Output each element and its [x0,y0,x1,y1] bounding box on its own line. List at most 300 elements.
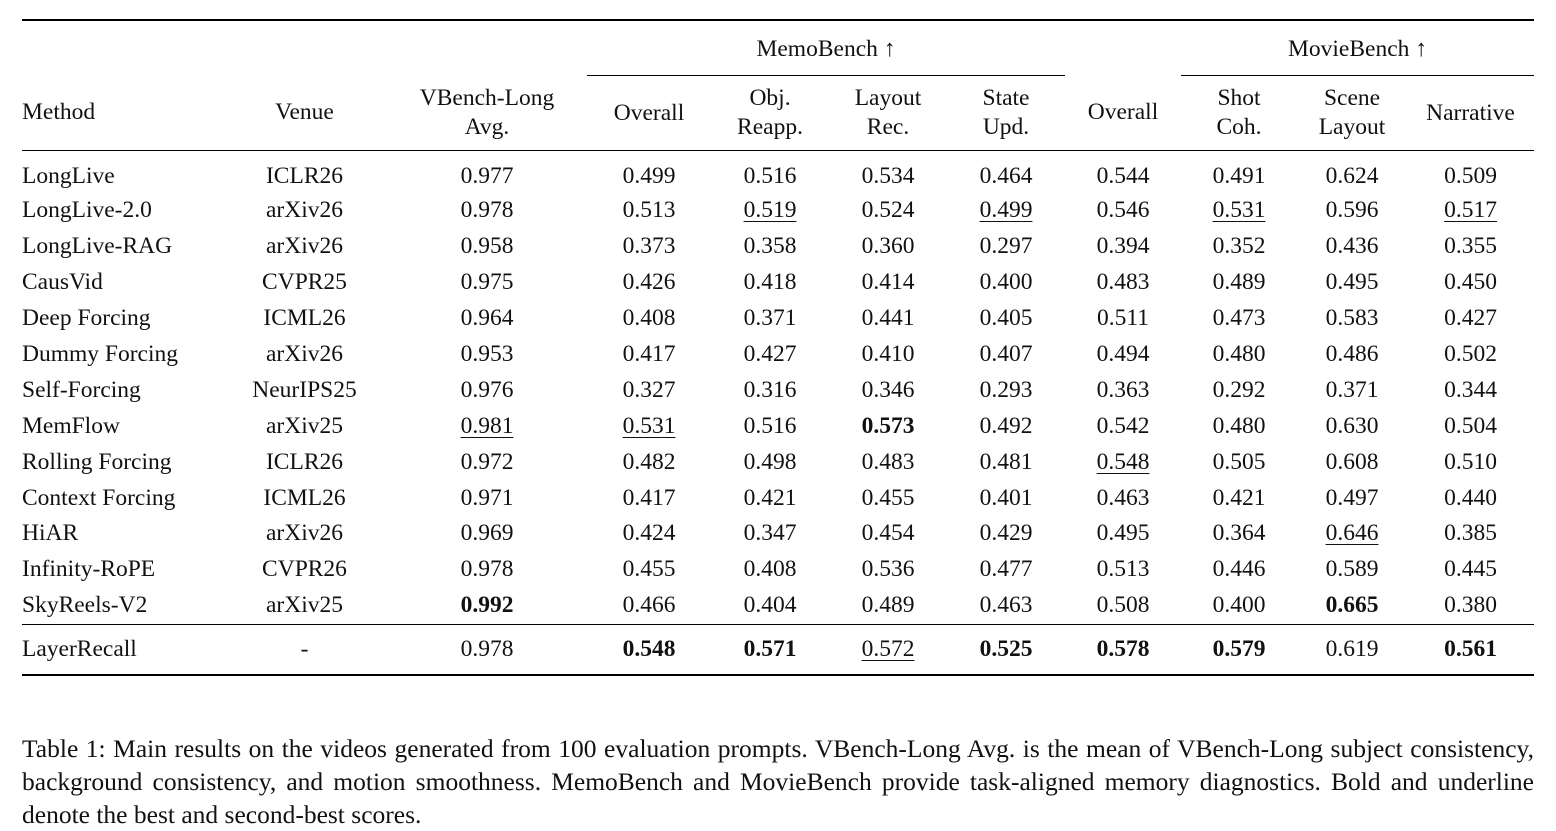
score-cell [1181,624,1297,675]
moviebench-group-header: MovieBench ↑ [1181,21,1534,76]
score-value: 0.510 [1444,448,1497,475]
score-value: 0.441 [861,305,915,332]
score-value: 0.480 [1212,341,1266,367]
score-value: 0.589 [1325,556,1379,583]
score-cell [1065,301,1181,337]
score-cell [1407,588,1534,624]
column-header-row [22,76,1534,151]
score-value: 0.463 [1096,484,1150,511]
score-value: 0.665 [1325,592,1379,619]
score-value: 0.455 [861,484,915,511]
score-cell [829,337,947,373]
proposed-method-row [22,624,1534,675]
score-value: 0.505 [1212,448,1266,475]
col-header-layout-rec: Layout Rec. [829,76,947,151]
score-cell [1181,444,1297,480]
score-value: 0.483 [861,448,915,475]
score-cell [947,516,1065,552]
score-cell [1065,516,1181,552]
score-cell [1065,552,1181,588]
score-value: 0.548 [622,635,676,662]
score-cell [1407,193,1534,229]
score-value: 0.480 [1212,412,1266,439]
score-value: 0.421 [743,484,797,511]
results-table [22,19,1534,676]
score-value: 0.347 [743,520,797,547]
score-cell [711,151,829,194]
score-value: 0.579 [1212,635,1266,662]
method-cell: Infinity-RoPE [22,556,156,583]
score-cell [947,151,1065,194]
score-value: 0.426 [622,269,676,296]
score-cell [1407,444,1534,480]
score-cell [587,516,711,552]
score-cell [829,480,947,516]
score-cell [1181,265,1297,301]
col-header-narrative: Narrative [1407,76,1534,151]
score-cell [387,480,587,516]
method-cell: HiAR [22,520,79,547]
venue-cell: arXiv26 [265,197,343,224]
score-value: 0.978 [460,556,514,583]
score-cell [1065,624,1181,675]
score-value: 0.498 [743,448,797,475]
score-value: 0.427 [743,341,797,367]
score-value: 0.394 [1096,233,1150,260]
score-cell [1181,337,1297,373]
score-cell [1065,588,1181,624]
venue-cell: arXiv26 [265,233,343,260]
score-value: 0.297 [979,233,1033,260]
score-value: 0.608 [1325,448,1379,475]
venue-cell: arXiv26 [265,341,343,367]
score-value: 0.524 [861,197,915,224]
score-cell [1407,408,1534,444]
score-value: 0.436 [1325,233,1379,260]
score-cell [1181,552,1297,588]
score-cell [1065,372,1181,408]
method-cell: CausVid [22,269,103,296]
table-row [22,444,1534,480]
table-row [22,516,1534,552]
score-value: 0.630 [1325,412,1379,439]
table-row [22,337,1534,373]
venue-cell: ICML26 [263,305,346,332]
score-value: 0.400 [1212,592,1266,619]
score-value: 0.502 [1444,341,1497,367]
venue-cell: ICLR26 [265,448,344,475]
score-cell [829,624,947,675]
table-row [22,588,1534,624]
method-cell: Dummy Forcing [22,341,179,367]
score-value: 0.352 [1212,233,1266,260]
score-value: 0.481 [979,448,1033,475]
score-value: 0.489 [1212,269,1266,296]
score-cell [1407,516,1534,552]
score-cell [829,408,947,444]
score-cell [587,337,711,373]
score-value: 0.619 [1325,635,1379,662]
score-value: 0.509 [1444,162,1497,189]
score-cell [587,552,711,588]
score-cell [1407,552,1534,588]
score-value: 0.417 [622,341,676,367]
score-value: 0.571 [743,635,797,662]
score-cell [947,229,1065,265]
method-cell: LayerRecall [22,624,222,675]
score-cell [829,516,947,552]
score-value: 0.446 [1212,556,1266,583]
score-value: 0.360 [861,233,915,260]
score-cell [711,552,829,588]
score-cell [387,516,587,552]
score-value: 0.385 [1444,520,1497,547]
score-value: 0.371 [1325,376,1379,403]
score-value: 0.371 [743,305,797,332]
score-value: 0.531 [1212,197,1266,224]
score-cell [829,193,947,229]
score-cell [587,265,711,301]
score-value: 0.499 [622,162,676,189]
table-row [22,301,1534,337]
score-cell [1181,193,1297,229]
score-value: 0.624 [1325,162,1379,189]
score-value: 0.981 [460,412,514,439]
score-value: 0.511 [1096,305,1149,332]
method-cell: MemFlow [22,412,120,439]
score-value: 0.450 [1444,269,1497,296]
score-cell [587,444,711,480]
score-value: 0.293 [979,376,1033,403]
score-cell [947,480,1065,516]
score-cell [711,265,829,301]
score-cell [711,301,829,337]
score-value: 0.482 [622,448,676,475]
score-cell [711,337,829,373]
score-cell [1407,337,1534,373]
score-cell [947,408,1065,444]
score-value: 0.363 [1096,376,1150,403]
score-cell [1181,372,1297,408]
score-cell [1065,151,1181,194]
score-cell [711,372,829,408]
score-cell [1065,337,1181,373]
score-cell [1181,480,1297,516]
score-cell [829,588,947,624]
score-cell [1297,588,1407,624]
score-value: 0.992 [460,592,514,619]
score-value: 0.491 [1212,162,1266,189]
score-value: 0.408 [622,305,676,332]
score-value: 0.544 [1096,162,1150,189]
score-value: 0.495 [1096,520,1150,547]
score-cell [711,480,829,516]
score-value: 0.417 [622,484,676,511]
group-header-row [22,21,1534,76]
score-cell [947,193,1065,229]
score-value: 0.292 [1212,376,1266,403]
score-cell [587,229,711,265]
score-value: 0.494 [1096,341,1150,367]
score-value: 0.975 [460,269,514,296]
score-value: 0.355 [1444,233,1497,260]
score-value: 0.977 [460,162,514,189]
score-cell [387,301,587,337]
score-value: 0.346 [861,376,915,403]
method-cell: SkyReels-V2 [22,592,148,619]
score-value: 0.548 [1096,448,1150,475]
method-cell: Context Forcing [22,484,176,511]
score-cell [587,480,711,516]
score-cell [387,552,587,588]
score-value: 0.572 [861,635,915,662]
col-header-memo-overall: Overall [587,76,711,151]
score-cell [1407,229,1534,265]
score-value: 0.380 [1444,592,1497,619]
score-value: 0.978 [460,635,514,662]
score-cell [587,301,711,337]
score-cell [1181,229,1297,265]
score-cell [1297,516,1407,552]
score-cell [1065,265,1181,301]
score-cell [947,552,1065,588]
score-value: 0.976 [460,376,514,403]
score-value: 0.489 [861,592,915,619]
score-cell [947,444,1065,480]
venue-cell: ICLR26 [265,162,344,189]
score-value: 0.536 [861,556,915,583]
score-cell [1065,193,1181,229]
score-cell [587,624,711,675]
score-value: 0.408 [743,556,797,583]
score-cell [1297,408,1407,444]
score-cell [1297,480,1407,516]
score-cell [1407,151,1534,194]
score-cell [387,151,587,194]
score-value: 0.421 [1212,484,1266,511]
score-cell [1065,444,1181,480]
score-value: 0.546 [1096,197,1150,224]
score-cell [1065,229,1181,265]
method-cell: LongLive-2.0 [22,197,152,224]
score-cell [947,624,1065,675]
score-cell [587,588,711,624]
score-value: 0.578 [1096,635,1150,662]
venue-cell: - [222,624,387,675]
score-value: 0.534 [861,162,915,189]
score-value: 0.463 [979,592,1033,619]
score-cell [1297,265,1407,301]
score-cell [1297,229,1407,265]
score-cell [1297,624,1407,675]
col-header-obj-reapp: Obj. Reapp. [711,76,829,151]
venue-cell: CVPR26 [262,556,347,583]
score-cell [1297,337,1407,373]
score-cell [1065,408,1181,444]
score-cell [387,372,587,408]
score-value: 0.971 [460,484,514,511]
score-cell [947,372,1065,408]
score-cell [1181,301,1297,337]
col-header-shot-coh: Shot Coh. [1181,76,1297,151]
col-header-venue: Venue [222,76,387,151]
score-value: 0.513 [1096,556,1150,583]
method-cell: LongLive-RAG [22,233,173,260]
score-cell [1297,301,1407,337]
score-cell [711,516,829,552]
score-value: 0.414 [861,269,915,296]
score-cell [1181,151,1297,194]
score-value: 0.410 [861,341,915,367]
score-value: 0.516 [743,162,797,189]
score-cell [947,337,1065,373]
score-value: 0.596 [1325,197,1379,224]
score-cell [387,265,587,301]
score-cell [711,588,829,624]
score-cell [387,444,587,480]
score-value: 0.483 [1096,269,1150,296]
score-cell [387,408,587,444]
score-cell [829,372,947,408]
venue-cell: ICML26 [263,484,346,511]
score-cell [829,301,947,337]
score-cell [829,229,947,265]
score-value: 0.516 [743,412,797,439]
table-row [22,372,1534,408]
score-value: 0.424 [622,520,676,547]
score-value: 0.497 [1325,484,1379,511]
score-cell [587,408,711,444]
venue-cell: CVPR25 [262,269,347,296]
score-value: 0.646 [1325,520,1379,547]
score-value: 0.525 [979,635,1033,662]
score-value: 0.573 [861,412,915,439]
score-value: 0.454 [861,520,915,547]
score-cell [387,229,587,265]
score-cell [1181,516,1297,552]
score-cell [387,624,587,675]
score-cell [711,444,829,480]
score-cell [711,408,829,444]
score-cell [711,193,829,229]
memobench-group-header: MemoBench ↑ [587,21,1065,76]
score-cell [947,301,1065,337]
score-value: 0.455 [622,556,676,583]
score-cell [1297,193,1407,229]
score-cell [387,337,587,373]
score-value: 0.404 [743,592,797,619]
score-value: 0.953 [460,341,514,367]
score-cell [947,265,1065,301]
method-cell: Deep Forcing [22,305,151,332]
score-value: 0.429 [979,520,1033,547]
score-cell [1065,480,1181,516]
score-value: 0.464 [979,162,1033,189]
score-value: 0.344 [1444,376,1497,403]
score-value: 0.373 [622,233,676,260]
score-value: 0.531 [622,412,676,439]
score-cell [1297,372,1407,408]
score-cell [947,588,1065,624]
table-body [22,151,1534,675]
score-cell [387,588,587,624]
score-value: 0.358 [743,233,797,260]
score-cell [829,444,947,480]
table-caption: Table 1: Main results on the videos generated from 100 evaluation prompts. VBench-Long Avg. is the mean of VBench-Long subject consistency, background consistency, and motion smoothness. MemoBench and MovieBench provide task-aligned memory diagnostics. Bold and underline denote the best and second-best scores. [22,733,1534,829]
score-value: 0.400 [979,269,1033,296]
score-value: 0.972 [460,448,514,475]
score-value: 0.504 [1444,412,1497,439]
col-header-movie-overall: Overall [1065,76,1181,151]
score-cell [829,265,947,301]
col-header-state-upd: State Upd. [947,76,1065,151]
score-cell [1181,408,1297,444]
table-row [22,193,1534,229]
score-value: 0.519 [743,197,797,224]
score-value: 0.473 [1212,305,1266,332]
venue-cell: arXiv25 [265,412,343,439]
table-row [22,265,1534,301]
score-cell [1407,372,1534,408]
score-cell [387,193,587,229]
table-row [22,151,1534,194]
score-value: 0.495 [1325,269,1379,296]
score-cell [829,552,947,588]
score-value: 0.316 [743,376,797,403]
venue-cell: arXiv26 [265,520,343,547]
score-cell [1407,480,1534,516]
score-value: 0.964 [460,305,514,332]
venue-cell: NeurIPS25 [252,376,357,403]
score-cell [711,229,829,265]
table-row [22,229,1534,265]
score-value: 0.969 [460,520,514,547]
score-value: 0.978 [460,197,514,224]
score-value: 0.958 [460,233,514,260]
score-cell [587,372,711,408]
score-value: 0.508 [1096,592,1150,619]
score-value: 0.477 [979,556,1033,583]
score-cell [1407,265,1534,301]
score-cell [587,193,711,229]
method-cell: Rolling Forcing [22,448,172,475]
score-cell [1297,552,1407,588]
score-value: 0.486 [1325,341,1379,367]
venue-cell: arXiv25 [265,592,343,619]
score-value: 0.561 [1444,635,1497,662]
score-value: 0.364 [1212,520,1266,547]
table-row [22,552,1534,588]
method-cell: Self-Forcing [22,376,141,403]
score-value: 0.583 [1325,305,1379,332]
score-value: 0.327 [622,376,676,403]
score-cell [829,151,947,194]
col-header-method: Method [22,76,222,151]
score-value: 0.542 [1096,412,1150,439]
score-value: 0.440 [1444,484,1497,511]
col-header-vbench: VBench-Long Avg. [387,76,587,151]
score-cell [587,151,711,194]
col-header-scene-layout: Scene Layout [1297,76,1407,151]
table-row [22,408,1534,444]
score-value: 0.499 [979,197,1033,224]
score-cell [1297,151,1407,194]
score-value: 0.517 [1444,197,1497,224]
score-value: 0.513 [622,197,676,224]
score-value: 0.492 [979,412,1033,439]
score-value: 0.401 [979,484,1033,511]
table-row [22,480,1534,516]
